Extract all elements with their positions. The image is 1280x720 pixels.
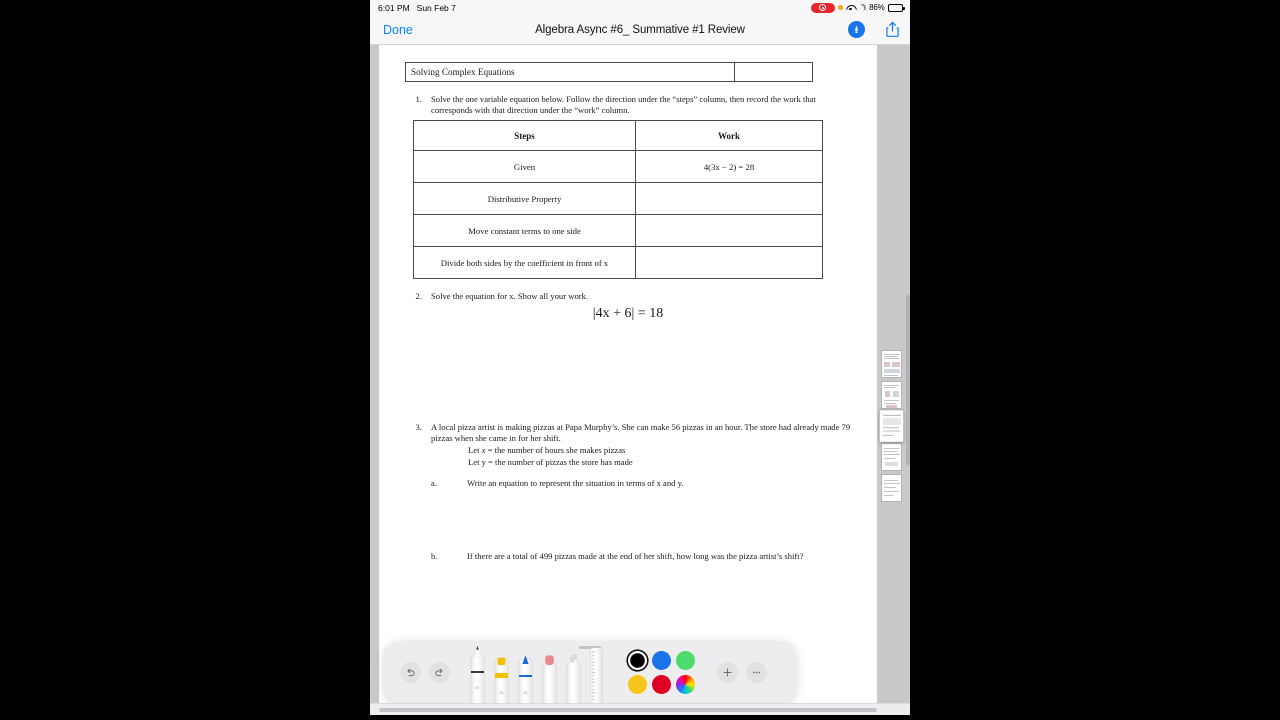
document-page xyxy=(379,45,877,715)
color-swatch-blue[interactable] xyxy=(652,651,671,670)
question-3-part-a-work-space[interactable] xyxy=(431,489,851,541)
page-thumbnail-4[interactable] xyxy=(881,443,902,471)
color-swatch-black[interactable] xyxy=(628,651,647,670)
question-3-part-b-text: If there are a total of 499 pizzas made at the end of her shift, how long was the pizza artist’s shift? xyxy=(467,551,804,562)
table-row xyxy=(414,247,823,279)
wifi-icon xyxy=(846,4,855,12)
question-1-number: 1. xyxy=(415,94,422,104)
question-1 xyxy=(405,94,851,116)
table-header-row xyxy=(414,121,823,151)
question-2-text: Solve the equation for x. Show all your work. xyxy=(431,291,589,301)
work-cell-given[interactable]: 4(3x − 2) = 28 xyxy=(636,151,823,183)
microphone-in-use-dot-icon xyxy=(838,5,843,10)
question-2-number: 2. xyxy=(415,291,422,301)
document-body xyxy=(379,62,877,562)
status-bar xyxy=(370,0,910,15)
question-3-part-a-text: Write an equation to represent the situation in terms of x and y. xyxy=(467,478,684,488)
question-3-part-a-letter: a. xyxy=(431,478,437,488)
question-1-text: Solve the one variable equation below. Follow the direction under the “steps” column, then record the work that corresponds with that direction under the “work” column. xyxy=(431,94,816,115)
page-thumbnail-5[interactable] xyxy=(881,474,902,502)
status-date: Sun Feb 7 xyxy=(416,2,456,13)
page-thumbnail-3[interactable] xyxy=(879,410,903,441)
question-3-definition-1: Let x = the number of hours she makes pizzas xyxy=(468,445,626,455)
highlighter-tool[interactable] xyxy=(495,645,508,703)
question-2 xyxy=(405,291,851,302)
markup-pen-icon[interactable] xyxy=(848,21,865,38)
color-swatch-green[interactable] xyxy=(676,651,695,670)
more-options-button[interactable] xyxy=(746,662,767,683)
drawing-tools-group xyxy=(471,641,602,703)
toolbar-right-group xyxy=(717,662,767,683)
navigation-bar xyxy=(370,15,910,45)
undo-redo-group xyxy=(400,662,450,683)
add-button[interactable] xyxy=(717,662,738,683)
table-row xyxy=(406,63,813,82)
color-swatch-grid xyxy=(628,651,695,694)
step-cell-divide: Divide both sides by the coefficient in front of x xyxy=(414,247,636,279)
redo-arrow-icon[interactable] xyxy=(429,662,450,683)
eraser-tool[interactable] xyxy=(543,645,556,703)
column-header-steps: Steps xyxy=(414,121,636,151)
step-cell-distributive: Distributive Property xyxy=(414,183,636,215)
marker-tool[interactable] xyxy=(519,645,532,703)
done-button[interactable]: Done xyxy=(383,22,413,37)
markup-toolbar[interactable] xyxy=(384,641,796,703)
page-title: Algebra Async #6_ Summative #1 Review xyxy=(535,23,745,36)
battery-percent-label: 86% xyxy=(869,3,885,12)
question-3-part-b xyxy=(431,551,851,562)
work-cell-distributive[interactable] xyxy=(636,183,823,215)
table-row xyxy=(414,183,823,215)
work-cell-divide[interactable] xyxy=(636,247,823,279)
ruler-tool[interactable] xyxy=(591,645,602,703)
worksheet-name-cell xyxy=(735,63,813,82)
table-row xyxy=(414,151,823,183)
work-cell-move-constants[interactable] xyxy=(636,215,823,247)
question-3-part-b-letter: b. xyxy=(431,551,438,562)
color-swatch-yellow[interactable] xyxy=(628,675,647,694)
page-thumbnail-sidebar[interactable] xyxy=(875,45,907,715)
step-cell-move-constants: Move constant terms to one side xyxy=(414,215,636,247)
record-pill-icon xyxy=(811,3,835,13)
steps-work-table xyxy=(413,120,823,279)
page-thumbnail-1[interactable] xyxy=(881,350,902,378)
highlighter-tool-label: 83 xyxy=(499,691,504,695)
color-swatch-red[interactable] xyxy=(652,675,671,694)
worksheet-title-cell: Solving Complex Equations xyxy=(406,63,735,82)
column-header-work: Work xyxy=(636,121,823,151)
horizontal-scrollbar[interactable] xyxy=(370,703,910,715)
status-time: 6:01 PM xyxy=(378,2,410,13)
share-icon[interactable] xyxy=(885,21,900,38)
question-3-part-a xyxy=(431,478,851,489)
color-picker-swatch[interactable] xyxy=(676,675,695,694)
lasso-tool[interactable] xyxy=(567,645,580,703)
marker-tool-label: 60 xyxy=(523,691,528,695)
table-row xyxy=(414,215,823,247)
document-content-area[interactable] xyxy=(370,45,910,715)
status-bar-left xyxy=(378,3,456,13)
status-bar-right xyxy=(811,0,903,15)
step-cell-given: Given xyxy=(414,151,636,183)
page-thumbnail-2[interactable] xyxy=(881,381,902,409)
document-header-table xyxy=(405,62,813,82)
question-3-definition-2: Let y = the number of pizzas the store has made xyxy=(468,457,633,467)
undo-arrow-icon[interactable] xyxy=(400,662,421,683)
navigation-bar-right xyxy=(848,21,900,38)
vertical-scrollbar[interactable] xyxy=(906,45,910,715)
do-not-disturb-moon-icon xyxy=(858,3,867,12)
ipad-viewport xyxy=(370,0,910,715)
question-3-number: 3. xyxy=(415,422,422,432)
question-3 xyxy=(405,422,851,562)
question-2-work-space[interactable] xyxy=(405,322,851,410)
battery-icon xyxy=(888,4,903,12)
question-2-equation: |4x + 6| = 18 xyxy=(592,306,664,321)
pen-tool[interactable] xyxy=(471,645,484,703)
question-3-text: A local pizza artist is making pizzas at Papa Murphy’s. She can make 56 pizzas in an hour. The store had already made 79 pizzas when she came in for her shift. xyxy=(431,422,851,443)
pen-tool-label: 87 xyxy=(475,686,480,690)
